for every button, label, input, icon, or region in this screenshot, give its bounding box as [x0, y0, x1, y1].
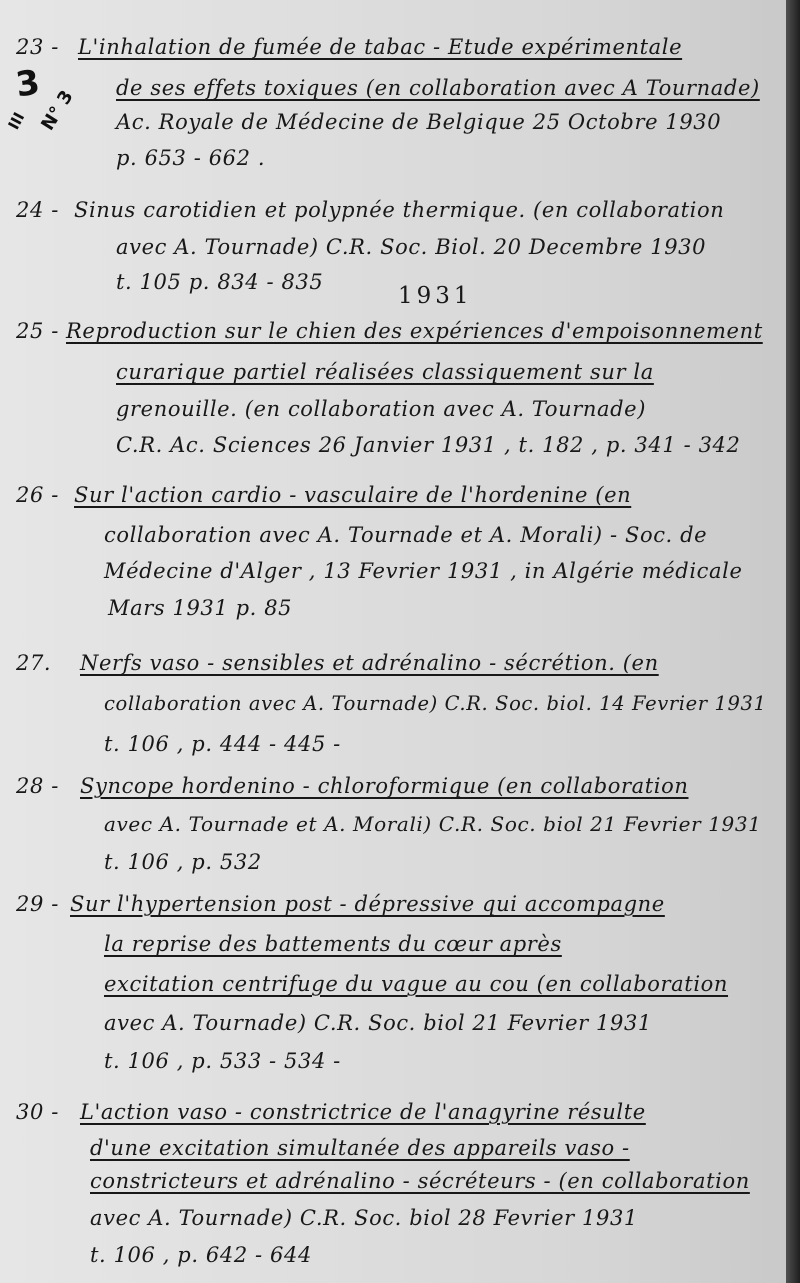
margin-roman: III	[4, 109, 29, 133]
entry-title-line: collaboration avec A. Tournade et A. Morali) - Soc. de	[104, 523, 708, 547]
entry-source-line: Ac. Royale de Médecine de Belgique 25 Octobre 1930	[116, 110, 722, 134]
entry-source-line: avec A. Tournade) C.R. Soc. biol 28 Fevrier 1931	[90, 1206, 638, 1230]
entry-title-line: constricteurs et adrénalino - sécréteurs - (en collaboration	[90, 1169, 750, 1193]
entry-number: 24 -	[16, 198, 59, 222]
entry-title-line: d'une excitation simultanée des appareils vaso -	[90, 1136, 630, 1160]
margin-number: 3	[13, 62, 43, 106]
entry-number: 29 -	[16, 892, 59, 916]
entry-source-line: avec A. Tournade et A. Morali) C.R. Soc. biol 21 Fevrier 1931	[104, 812, 762, 836]
entry-title-line: Reproduction sur le chien des expériences d'empoisonnement	[66, 319, 763, 343]
entry-title-line: Syncope hordenino - chloroformique (en collaboration	[80, 774, 689, 798]
entry-title-line: la reprise des battements du cœur après	[104, 932, 562, 956]
entry-number: 27.	[16, 651, 52, 675]
entry-title-line: Sur l'hypertension post - dépressive qui accompagne	[70, 892, 665, 916]
entry-pages-line: p. 653 - 662 .	[116, 146, 266, 170]
entry-pages-line: t. 106 , p. 533 - 534 -	[104, 1049, 341, 1073]
entry-title-line: Sinus carotidien et polypnée thermique. (en collaboration	[74, 198, 725, 222]
entry-title-line: L'action vaso - constrictrice de l'anagyrine résulte	[80, 1100, 646, 1124]
entry-source-line: avec A. Tournade) C.R. Soc. biol 21 Fevrier 1931	[104, 1011, 652, 1035]
scan-edge	[786, 0, 800, 1283]
entry-source-line: Médecine d'Alger , 13 Fevrier 1931 , in Algérie médicale	[104, 559, 743, 583]
entry-title-line: de ses effets toxiques (en collaboration avec A Tournade)	[116, 76, 760, 100]
entry-title-line: Sur l'action cardio - vasculaire de l'hordenine (en	[74, 483, 632, 507]
entry-pages-line: t. 106 , p. 532	[104, 850, 262, 874]
entry-number: 28 -	[16, 774, 59, 798]
entry-pages-line: Mars 1931 p. 85	[108, 596, 293, 620]
entry-number: 25 -	[16, 319, 59, 343]
entry-title-line: L'inhalation de fumée de tabac - Etude expérimentale	[78, 35, 683, 59]
entry-pages-line: t. 106 , p. 642 - 644	[90, 1243, 312, 1267]
entry-pages-line: t. 106 , p. 444 - 445 -	[104, 732, 341, 756]
entry-title-line: excitation centrifuge du vague au cou (en collaboration	[104, 972, 729, 996]
entry-source-line: avec A. Tournade) C.R. Soc. Biol. 20 Decembre 1930	[116, 235, 707, 259]
entry-title-line: curarique partiel réalisées classiquement sur la	[116, 360, 654, 384]
entry-title-line: Nerfs vaso - sensibles et adrénalino - sécrétion. (en	[80, 651, 659, 675]
entry-number: 23 -	[16, 35, 59, 59]
entry-pages-line: t. 105 p. 834 - 835	[116, 270, 324, 294]
year-heading: 1931	[398, 283, 473, 309]
entry-source-line: C.R. Ac. Sciences 26 Janvier 1931 , t. 182 , p. 341 - 342	[116, 433, 741, 457]
margin-no-mark: N° 3	[37, 86, 78, 135]
entry-number: 30 -	[16, 1100, 59, 1124]
entry-title-line: grenouille. (en collaboration avec A. Tournade)	[116, 397, 647, 421]
entry-source-line: collaboration avec A. Tournade) C.R. Soc. biol. 14 Fevrier 1931	[104, 692, 767, 715]
entry-number: 26 -	[16, 483, 59, 507]
